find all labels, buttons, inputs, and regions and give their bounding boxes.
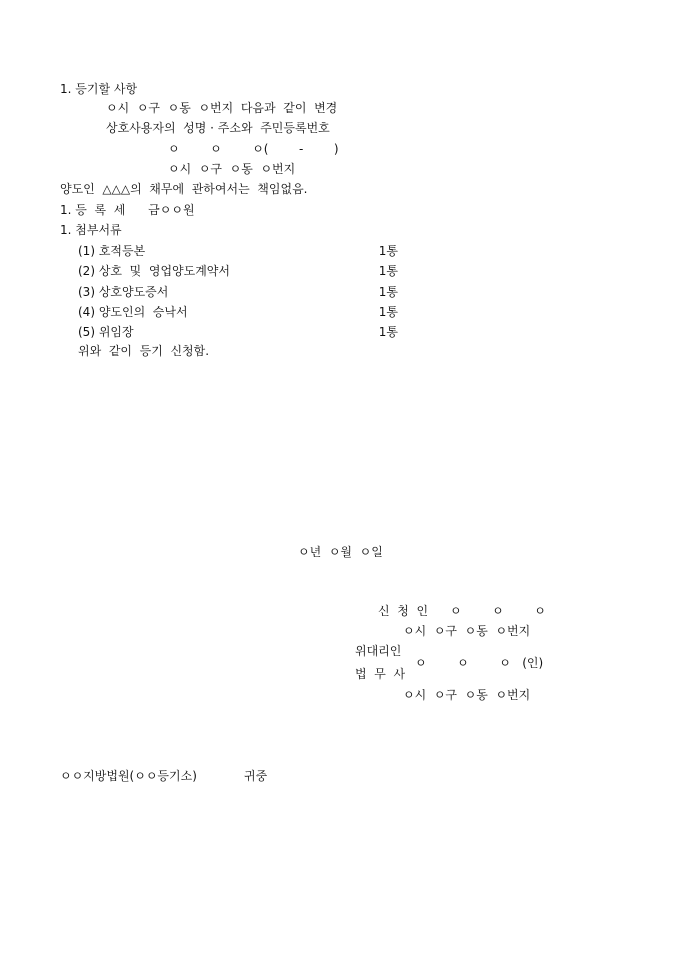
applicant-label: 신 청 인 [378, 604, 429, 618]
attachment-count: 1통 [378, 264, 398, 278]
attachment-label: (4) 양도인의 승낙서 [78, 305, 188, 319]
attachment-label: (1) 호적등본 [78, 244, 146, 258]
applicant-name: ㅇ ㅇ ㅇ [450, 604, 546, 618]
attachment-item [78, 262, 398, 276]
recipient-honorific: 귀중 [244, 769, 268, 783]
user-info-line: 상호사용자의 성명 · 주소와 주민등록번호 [106, 121, 330, 135]
recipient-court: ㅇㅇ지방법원(ㅇㅇ등기소) [60, 769, 197, 783]
application-date: ㅇ년 ㅇ월 ㅇ일 [298, 545, 383, 559]
attachment-count: 1통 [378, 285, 398, 299]
attachment-label: (3) 상호양도증서 [78, 285, 169, 299]
attachment-label: (2) 상호 및 영업양도계약서 [78, 264, 230, 278]
agent-address: ㅇ시 ㅇ구 ㅇ동 ㅇ번지 [403, 688, 531, 702]
agent-label: 위대리인 [355, 644, 402, 658]
change-description: ㅇ시 ㅇ구 ㅇ동 ㅇ번지 다음과 같이 변경 [106, 101, 338, 115]
attachments-heading: 1. 첨부서류 [60, 223, 122, 237]
attachment-item [78, 323, 398, 337]
closing-statement: 위와 같이 등기 신청함. [78, 344, 210, 358]
attachment-count: 1통 [378, 325, 398, 339]
attachment-count: 1통 [378, 244, 398, 258]
agent-name-seal: ㅇ ㅇ ㅇ (인) [415, 656, 544, 670]
registration-tax: 1. 등 록 세 금ㅇㅇ원 [60, 203, 195, 217]
attachment-label: (5) 위임장 [78, 325, 134, 339]
agent-title: 법 무 사 [355, 667, 406, 681]
section-heading-registration-items: 1. 등기할 사항 [60, 82, 138, 96]
applicant-address: ㅇ시 ㅇ구 ㅇ동 ㅇ번지 [403, 624, 531, 638]
name-id-line: ㅇ ㅇ ㅇ( - ) [168, 142, 339, 156]
attachment-item [78, 283, 398, 297]
attachment-item [78, 303, 398, 317]
attachment-item [78, 242, 398, 256]
address-line: ㅇ시 ㅇ구 ㅇ동 ㅇ번지 [168, 162, 296, 176]
attachment-count: 1통 [378, 305, 398, 319]
transferor-statement: 양도인 △△△의 채무에 관하여서는 책임없음. [60, 182, 308, 196]
